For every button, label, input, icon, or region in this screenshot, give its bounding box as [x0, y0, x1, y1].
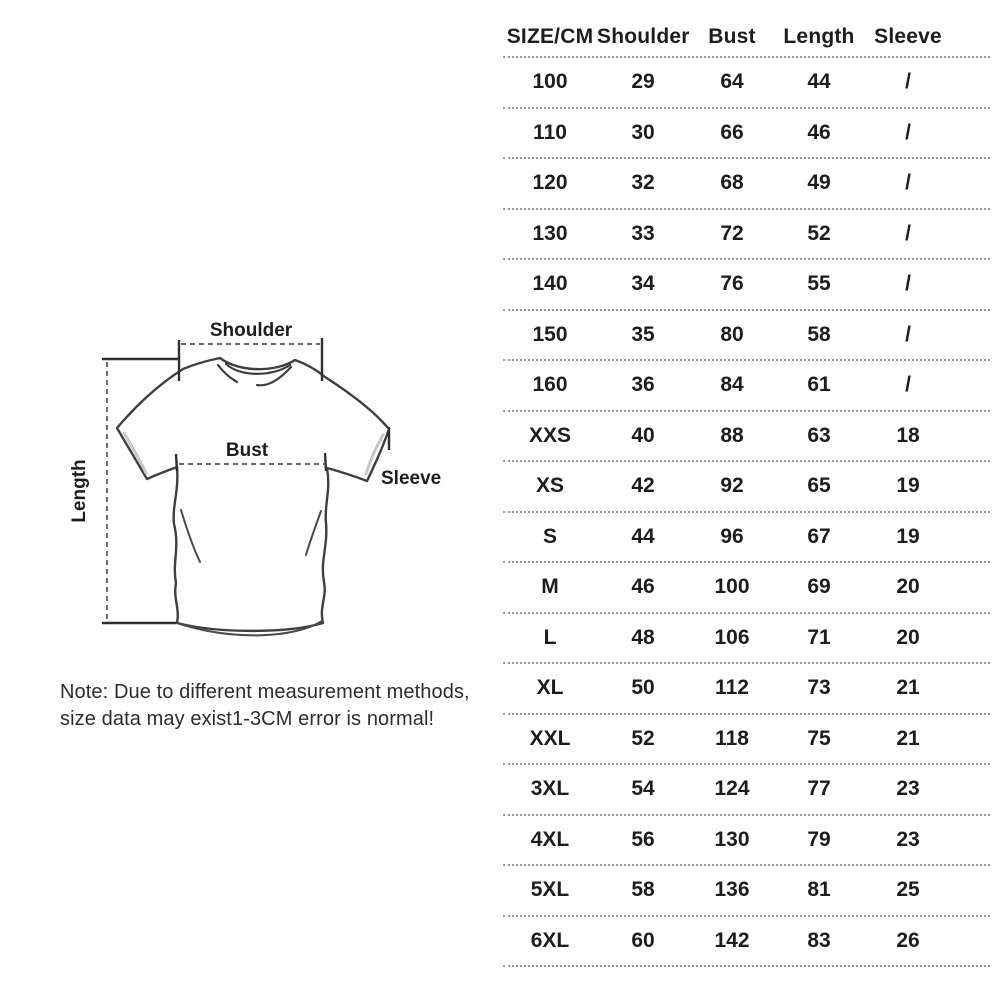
measurement-value: 36: [631, 373, 655, 397]
measurement-value: 21: [896, 676, 920, 700]
column-header-shoulder: Shoulder: [597, 25, 690, 48]
measurement-value: 40: [631, 423, 655, 447]
measurement-value: /: [905, 221, 911, 245]
tshirt-outline: [117, 358, 389, 631]
size-label: 110: [533, 120, 567, 144]
measurement-value: 56: [631, 827, 655, 851]
size-label: 140: [532, 272, 568, 296]
measurement-value: 71: [807, 625, 831, 649]
measurement-value: 20: [896, 575, 920, 599]
measurement-value: /: [905, 322, 911, 346]
table-row: [503, 361, 990, 412]
measurement-value: 26: [896, 928, 920, 952]
measurement-note: [60, 679, 480, 732]
table-row: [503, 614, 990, 665]
size-label: 6XL: [530, 928, 570, 952]
measurement-value: 73: [807, 676, 831, 700]
measurement-value: 75: [807, 726, 831, 750]
measurement-value: 55: [807, 272, 831, 296]
measurement-value: 58: [807, 322, 831, 346]
measurement-value: 76: [720, 272, 744, 296]
size-label: 100: [532, 70, 568, 94]
measurement-value: 20: [896, 625, 920, 649]
measurement-value: 96: [720, 524, 744, 548]
measurement-value: 33: [631, 221, 655, 245]
measurement-value: 32: [631, 171, 655, 195]
measurement-value: 92: [720, 474, 744, 498]
table-row: [503, 715, 990, 766]
measurement-value: 81: [807, 878, 831, 902]
measurement-value: 68: [720, 171, 744, 195]
measurement-value: 30: [631, 120, 655, 144]
measurement-value: 64: [720, 70, 744, 94]
size-table-header-row: [503, 18, 990, 58]
table-row: [503, 866, 990, 917]
measurement-value: 79: [807, 827, 831, 851]
size-label: XS: [535, 474, 564, 498]
measurement-value: 77: [807, 777, 831, 801]
measurement-value: /: [905, 373, 911, 397]
measurement-value: 58: [631, 878, 655, 902]
tshirt-measurement-diagram: [40, 295, 480, 695]
measurement-value: 49: [807, 171, 831, 195]
note-line-2: size data may exist1-3CM error is normal!: [60, 707, 435, 730]
table-row: [503, 513, 990, 564]
measurement-value: 65: [807, 474, 831, 498]
bust-label: Bust: [225, 440, 269, 461]
measurement-value: 44: [631, 524, 655, 548]
table-row: [503, 462, 990, 513]
table-row: [503, 563, 990, 614]
measurement-value: 142: [714, 928, 750, 952]
measurement-value: 100: [714, 575, 750, 599]
measurement-value: 50: [631, 676, 655, 700]
size-label: 130: [532, 221, 568, 245]
measurement-value: 19: [896, 524, 920, 548]
measurement-value: 124: [714, 777, 750, 801]
measurement-value: 19: [896, 474, 920, 498]
table-row: [503, 210, 990, 261]
measurement-value: 106: [714, 625, 750, 649]
measurement-value: 52: [807, 221, 831, 245]
sleeve-label: Sleeve: [381, 468, 442, 489]
size-label: 160: [532, 373, 568, 397]
measurement-value: /: [905, 272, 911, 296]
column-header-sleeve: Sleeve: [874, 25, 942, 48]
measurement-value: 48: [631, 625, 655, 649]
measurement-value: 23: [896, 827, 920, 851]
table-row: [503, 765, 990, 816]
size-label: 3XL: [530, 777, 570, 801]
measurement-value: 42: [631, 474, 655, 498]
measurement-value: 112: [715, 676, 749, 700]
measurement-value: 130: [714, 827, 750, 851]
measurement-value: 67: [807, 524, 831, 548]
measurement-value: 61: [807, 373, 831, 397]
measurement-value: 88: [720, 423, 744, 447]
measurement-value: 23: [896, 777, 920, 801]
size-label: XXL: [529, 726, 571, 750]
measurement-value: 35: [631, 322, 655, 346]
measurement-value: 52: [631, 726, 655, 750]
bust-measure-tick-left: [176, 454, 177, 471]
measurement-value: 18: [896, 423, 920, 447]
measurement-value: 60: [631, 928, 655, 952]
measurement-value: 29: [631, 70, 655, 94]
measurement-value: /: [905, 70, 911, 94]
table-row: [503, 917, 990, 968]
column-header-length: Length: [783, 25, 855, 48]
size-table-body: [503, 58, 990, 967]
measurement-value: 66: [720, 120, 744, 144]
table-row: [503, 664, 990, 715]
measurement-value: 21: [896, 726, 920, 750]
measurement-value: /: [905, 171, 911, 195]
measurement-value: 63: [807, 423, 831, 447]
size-label: 4XL: [530, 827, 570, 851]
table-row: [503, 816, 990, 867]
size-label: L: [543, 625, 557, 649]
table-row: [503, 109, 990, 160]
measurement-value: 136: [714, 878, 750, 902]
measurement-value: 83: [807, 928, 831, 952]
measurement-value: 44: [807, 70, 831, 94]
measurement-value: 72: [720, 221, 744, 245]
size-table: [503, 18, 990, 967]
measurement-value: 34: [631, 272, 655, 296]
size-label: 120: [532, 171, 568, 195]
table-row: [503, 311, 990, 362]
measurement-value: 25: [896, 878, 920, 902]
measurement-value: 84: [720, 373, 744, 397]
table-row: [503, 58, 990, 109]
measurement-value: /: [905, 120, 911, 144]
size-label: 5XL: [530, 878, 570, 902]
column-header-size: SIZE/CM: [506, 25, 594, 48]
measurement-value: 46: [807, 120, 831, 144]
length-label: Length: [69, 459, 90, 523]
size-label: XL: [536, 676, 564, 700]
shoulder-label: Shoulder: [209, 320, 293, 341]
size-label: XXS: [528, 423, 572, 447]
column-header-bust: Bust: [708, 25, 756, 48]
table-row: [503, 260, 990, 311]
measurement-value: 46: [631, 575, 655, 599]
table-row: [503, 412, 990, 463]
bust-measure-tick-right: [325, 453, 326, 471]
size-label: S: [542, 524, 557, 548]
measurement-value: 118: [715, 726, 749, 750]
measurement-value: 80: [720, 322, 744, 346]
measurement-value: 69: [807, 575, 831, 599]
note-line-1: Note: Due to different measurement methods,: [60, 681, 470, 703]
size-label: 150: [532, 322, 568, 346]
table-row: [503, 159, 990, 210]
measurement-value: 54: [631, 777, 655, 801]
size-label: M: [541, 575, 559, 599]
